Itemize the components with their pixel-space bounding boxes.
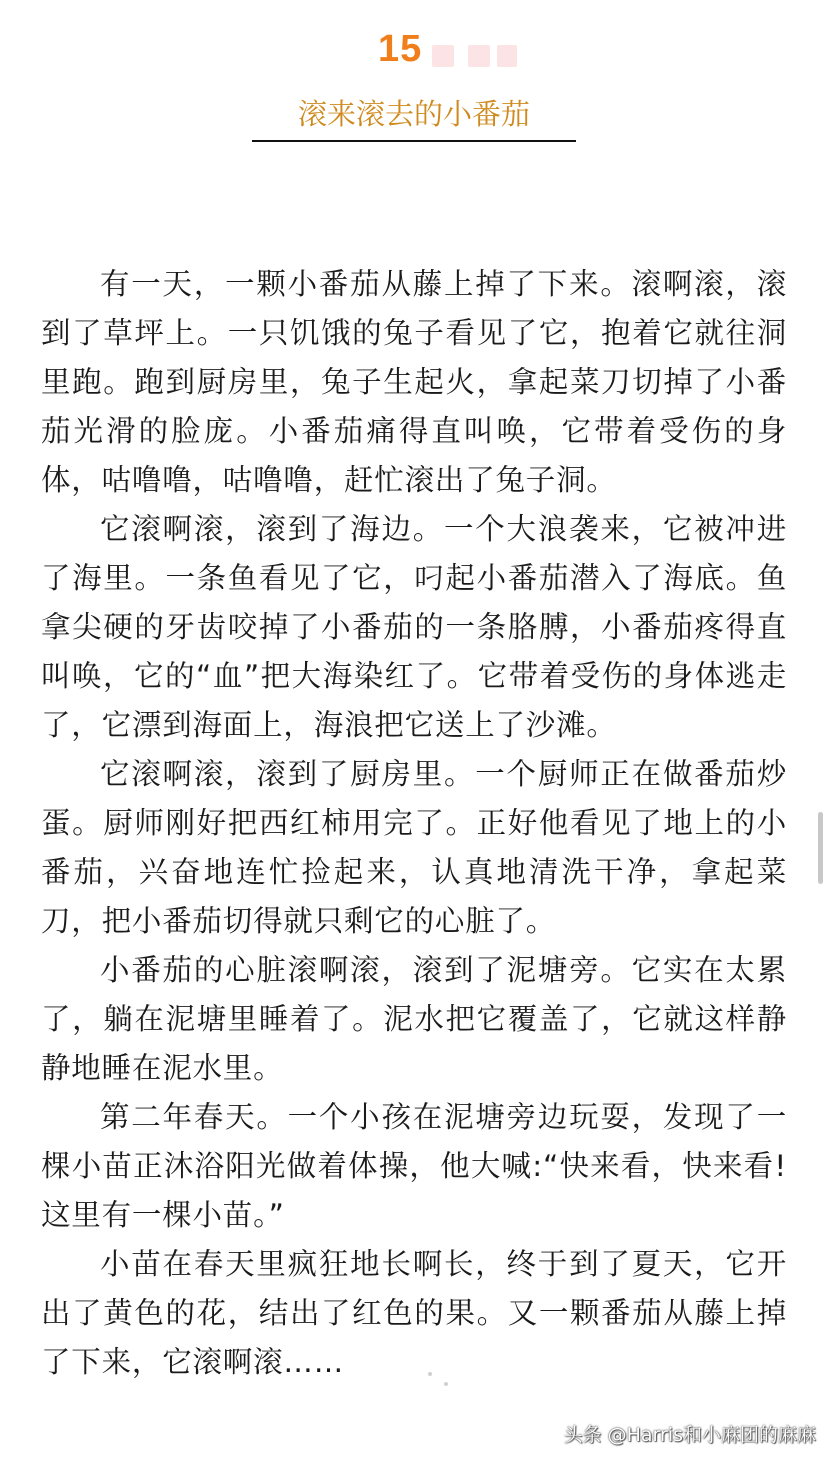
story-body (41, 260, 787, 1387)
story-paragraph: 小苗在春天里疯狂地长啊长，终于到了夏天，它开出了黄色的花，结出了红色的果。又一颗番茄从藤上掉了下来，它滚啊滚…… (41, 1247, 787, 1379)
image-speck (444, 1382, 448, 1386)
image-speck (428, 1372, 432, 1376)
scrollbar-thumb[interactable] (818, 812, 823, 884)
story-paragraph: 它滚啊滚，滚到了厨房里。一个厨师正在做番茄炒蛋。厨师刚好把西红柿用完了。正好他看见了地上的小番茄，兴奋地连忙捡起来，认真地清洗干净，拿起菜刀，把小番茄切得就只剩它的心脏了。 (41, 757, 787, 938)
watermark: 头条 @Harris和小麻团的麻麻 (563, 1424, 816, 1446)
story-paragraph: 小番茄的心脏滚啊滚，滚到了泥塘旁。它实在太累了，躺在泥塘里睡着了。泥水把它覆盖了，它就这样静静地睡在泥水里。 (41, 953, 787, 1085)
redacted-mark (432, 45, 454, 67)
story-header (0, 0, 828, 150)
story-paragraph: 它滚啊滚，滚到了海边。一个大浪袭来，它被冲进了海里。一条鱼看见了它，叼起小番茄潜入了海底。鱼拿尖硬的牙齿咬掉了小番茄的一条胳膊，小番茄疼得直叫唤，它的“血”把大海染红了。它带着受伤的身体逃走了，它漂到海面上，海浪把它送上了沙滩。 (41, 512, 787, 742)
redacted-mark (497, 45, 517, 67)
title-underline (252, 140, 576, 142)
story-number: 15 (378, 28, 423, 70)
story-paragraph: 第二年春天。一个小孩在泥塘旁边玩耍，发现了一棵小苗正沐浴阳光做着体操，他大喊:“快来看，快来看!这里有一棵小苗。” (41, 1100, 787, 1232)
story-paragraph: 有一天，一颗小番茄从藤上掉了下来。滚啊滚，滚到了草坪上。一只饥饿的兔子看见了它，抱着它就往洞里跑。跑到厨房里，兔子生起火，拿起菜刀切掉了小番茄光滑的脸庞。小番茄痛得直叫唤，它带着受伤的身体，咕噜噜，咕噜噜，赶忙滚出了兔子洞。 (41, 267, 787, 497)
story-title: 滚来滚去的小番茄 (297, 97, 530, 131)
redacted-mark (468, 45, 490, 67)
